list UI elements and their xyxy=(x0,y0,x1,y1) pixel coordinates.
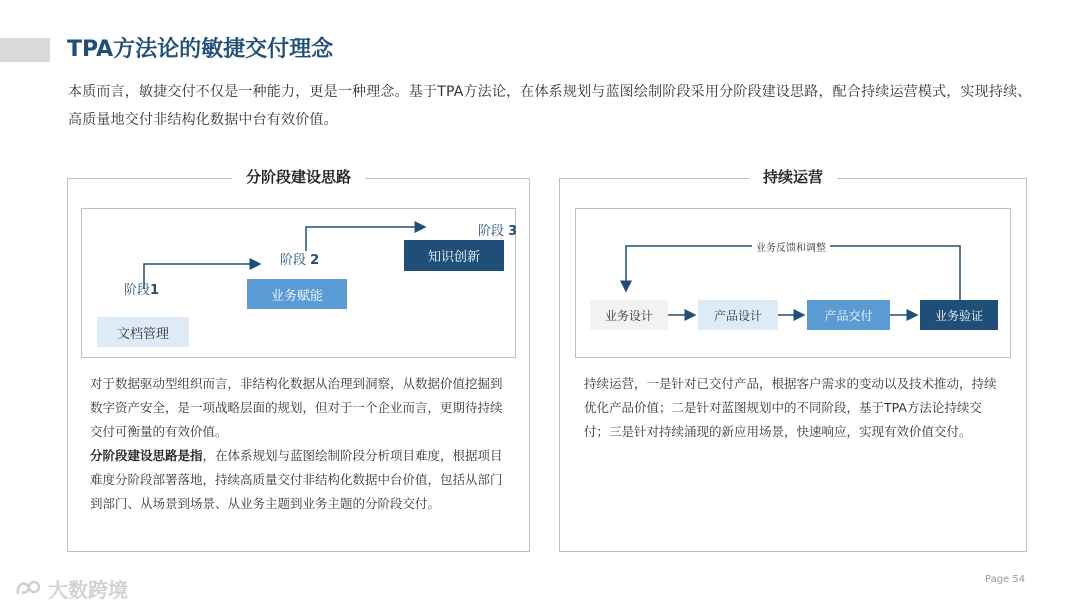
phased-construction-panel xyxy=(67,168,530,552)
stage-arrow-1-2 xyxy=(144,264,260,289)
phased-description xyxy=(90,372,510,516)
watermark xyxy=(14,574,128,603)
step-product-design: 产品设计 xyxy=(698,300,778,330)
feedback-loop-arrow xyxy=(626,246,960,300)
stage-3-label: 阶段 3 xyxy=(478,224,518,239)
page-number: Page 54 xyxy=(985,574,1026,585)
continuous-operation-panel xyxy=(559,168,1027,552)
operation-para: 持续运营，一是针对已交付产品，根据客户需求的变动以及技术推动，持续优化产品价值；二是针对蓝图规划中的不同阶段，基于TPA方法论持续交付；三是针对持续涌现的新应用场景，快速响应，实现有效价值交付。 xyxy=(584,376,997,439)
stage-2-label: 阶段 2 xyxy=(280,253,320,268)
phased-para-1: 对于数据驱动型组织而言，非结构化数据从治理到洞察，从数据价值挖掘到数字资产安全，是一项战略层面的规划，但对于一个企业而言，更期待持续交付可衡量的有效价值。 xyxy=(90,376,503,439)
operation-description xyxy=(584,372,1004,444)
operation-cycle-diagram xyxy=(575,208,1011,358)
title-accent-bar xyxy=(0,38,50,62)
panel-heading-operation: 持续运营 xyxy=(749,166,837,187)
feedback-label: 业务反馈和调整 xyxy=(752,239,830,254)
step-business-design: 业务设计 xyxy=(590,300,668,330)
page-title: TPA方法论的敏捷交付理念 xyxy=(67,37,334,62)
stage-3-box: 知识创新 xyxy=(404,240,504,271)
intro-paragraph: 本质而言，敏捷交付不仅是一种能力，更是一种理念。基于TPA方法论，在体系规划与蓝图绘制阶段采用分阶段建设思路，配合持续运营模式，实现持续、高质量地交付非结构化数据中台有效价值。 xyxy=(68,84,1032,128)
step-product-delivery: 产品交付 xyxy=(807,300,890,330)
phased-stages-diagram xyxy=(81,208,516,358)
step-business-validation: 业务验证 xyxy=(920,300,998,330)
stage-1-label: 阶段1 xyxy=(124,283,160,298)
watermark-logo-icon xyxy=(14,578,44,600)
phased-para-2: 分阶段建设思路是指，在体系规划与蓝图绘制阶段分析项目难度，根据项目难度分阶段部署落地，持续高质量交付非结构化数据中台价值，包括从部门到部门、从场景到场景、从业务主题到业务主题的分阶段交付。 xyxy=(90,448,503,511)
watermark-text: 大数跨境 xyxy=(48,578,128,602)
panel-heading-phased: 分阶段建设思路 xyxy=(232,166,365,187)
cycle-arrows xyxy=(576,209,1010,357)
stage-1-box: 文档管理 xyxy=(97,317,189,347)
stage-2-box: 业务赋能 xyxy=(247,279,347,309)
